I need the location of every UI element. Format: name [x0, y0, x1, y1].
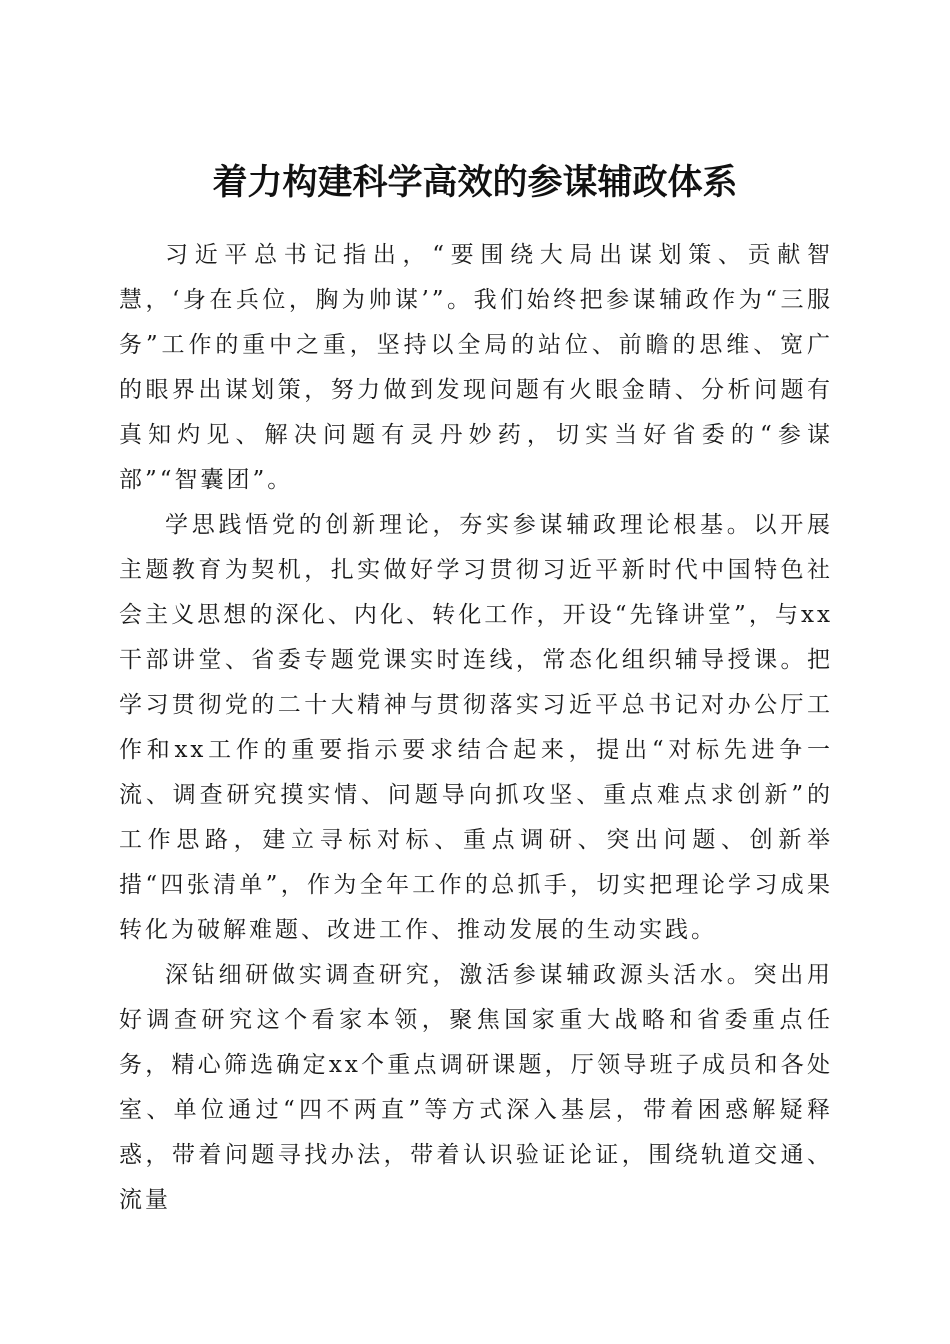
document-title: 着力构建科学高效的参谋辅政体系: [212, 162, 738, 204]
paragraph-1: 习近平总书记指出，“要围绕大局出谋划策、贡献智慧，‘身在兵位，胸为帅谋’”。我们始终把参谋辅政作为“三服务”工作的重中之重，坚持以全局的站位、前瞻的思维、宽广的眼界出谋划策，努力做到发现问题有火眼金睛、分析问题有真知灼见、解决问题有灵丹妙药，切实当好省委的“参谋部”“智囊团”。: [119, 242, 833, 493]
paragraph-2: 学思践悟党的创新理论，夯实参谋辅政理论根基。以开展主题教育为契机，扎实做好学习贯彻习近平新时代中国特色社会主义思想的深化、内化、转化工作，开设“先锋讲堂”，与xx干部讲堂、省委专题党课实时连线，常态化组织辅导授课。把学习贯彻党的二十大精神与贯彻落实习近平总书记对办公厅工作和xx工作的重要指示要求结合起来，提出“对标先进争一流、调查研究摸实情、问题导向抓攻坚、重点难点求创新”的工作思路，建立寻标对标、重点调研、突出问题、创新举措“四张清单”，作为全年工作的总抓手，切实把理论学习成果转化为破解难题、改进工作、推动发展的生动实践。: [119, 512, 833, 943]
document-body: [119, 233, 833, 1223]
paragraph-3: 深钻细研做实调查研究，激活参谋辅政源头活水。突出用好调查研究这个看家本领，聚焦国家重大战略和省委重点任务，精心筛选确定xx个重点调研课题，厅领导班子成员和各处室、单位通过“四不两直”等方式深入基层，带着困惑解疑释惑，带着问题寻找办法，带着认识验证论证，围绕轨道交通、流量: [119, 962, 833, 1213]
